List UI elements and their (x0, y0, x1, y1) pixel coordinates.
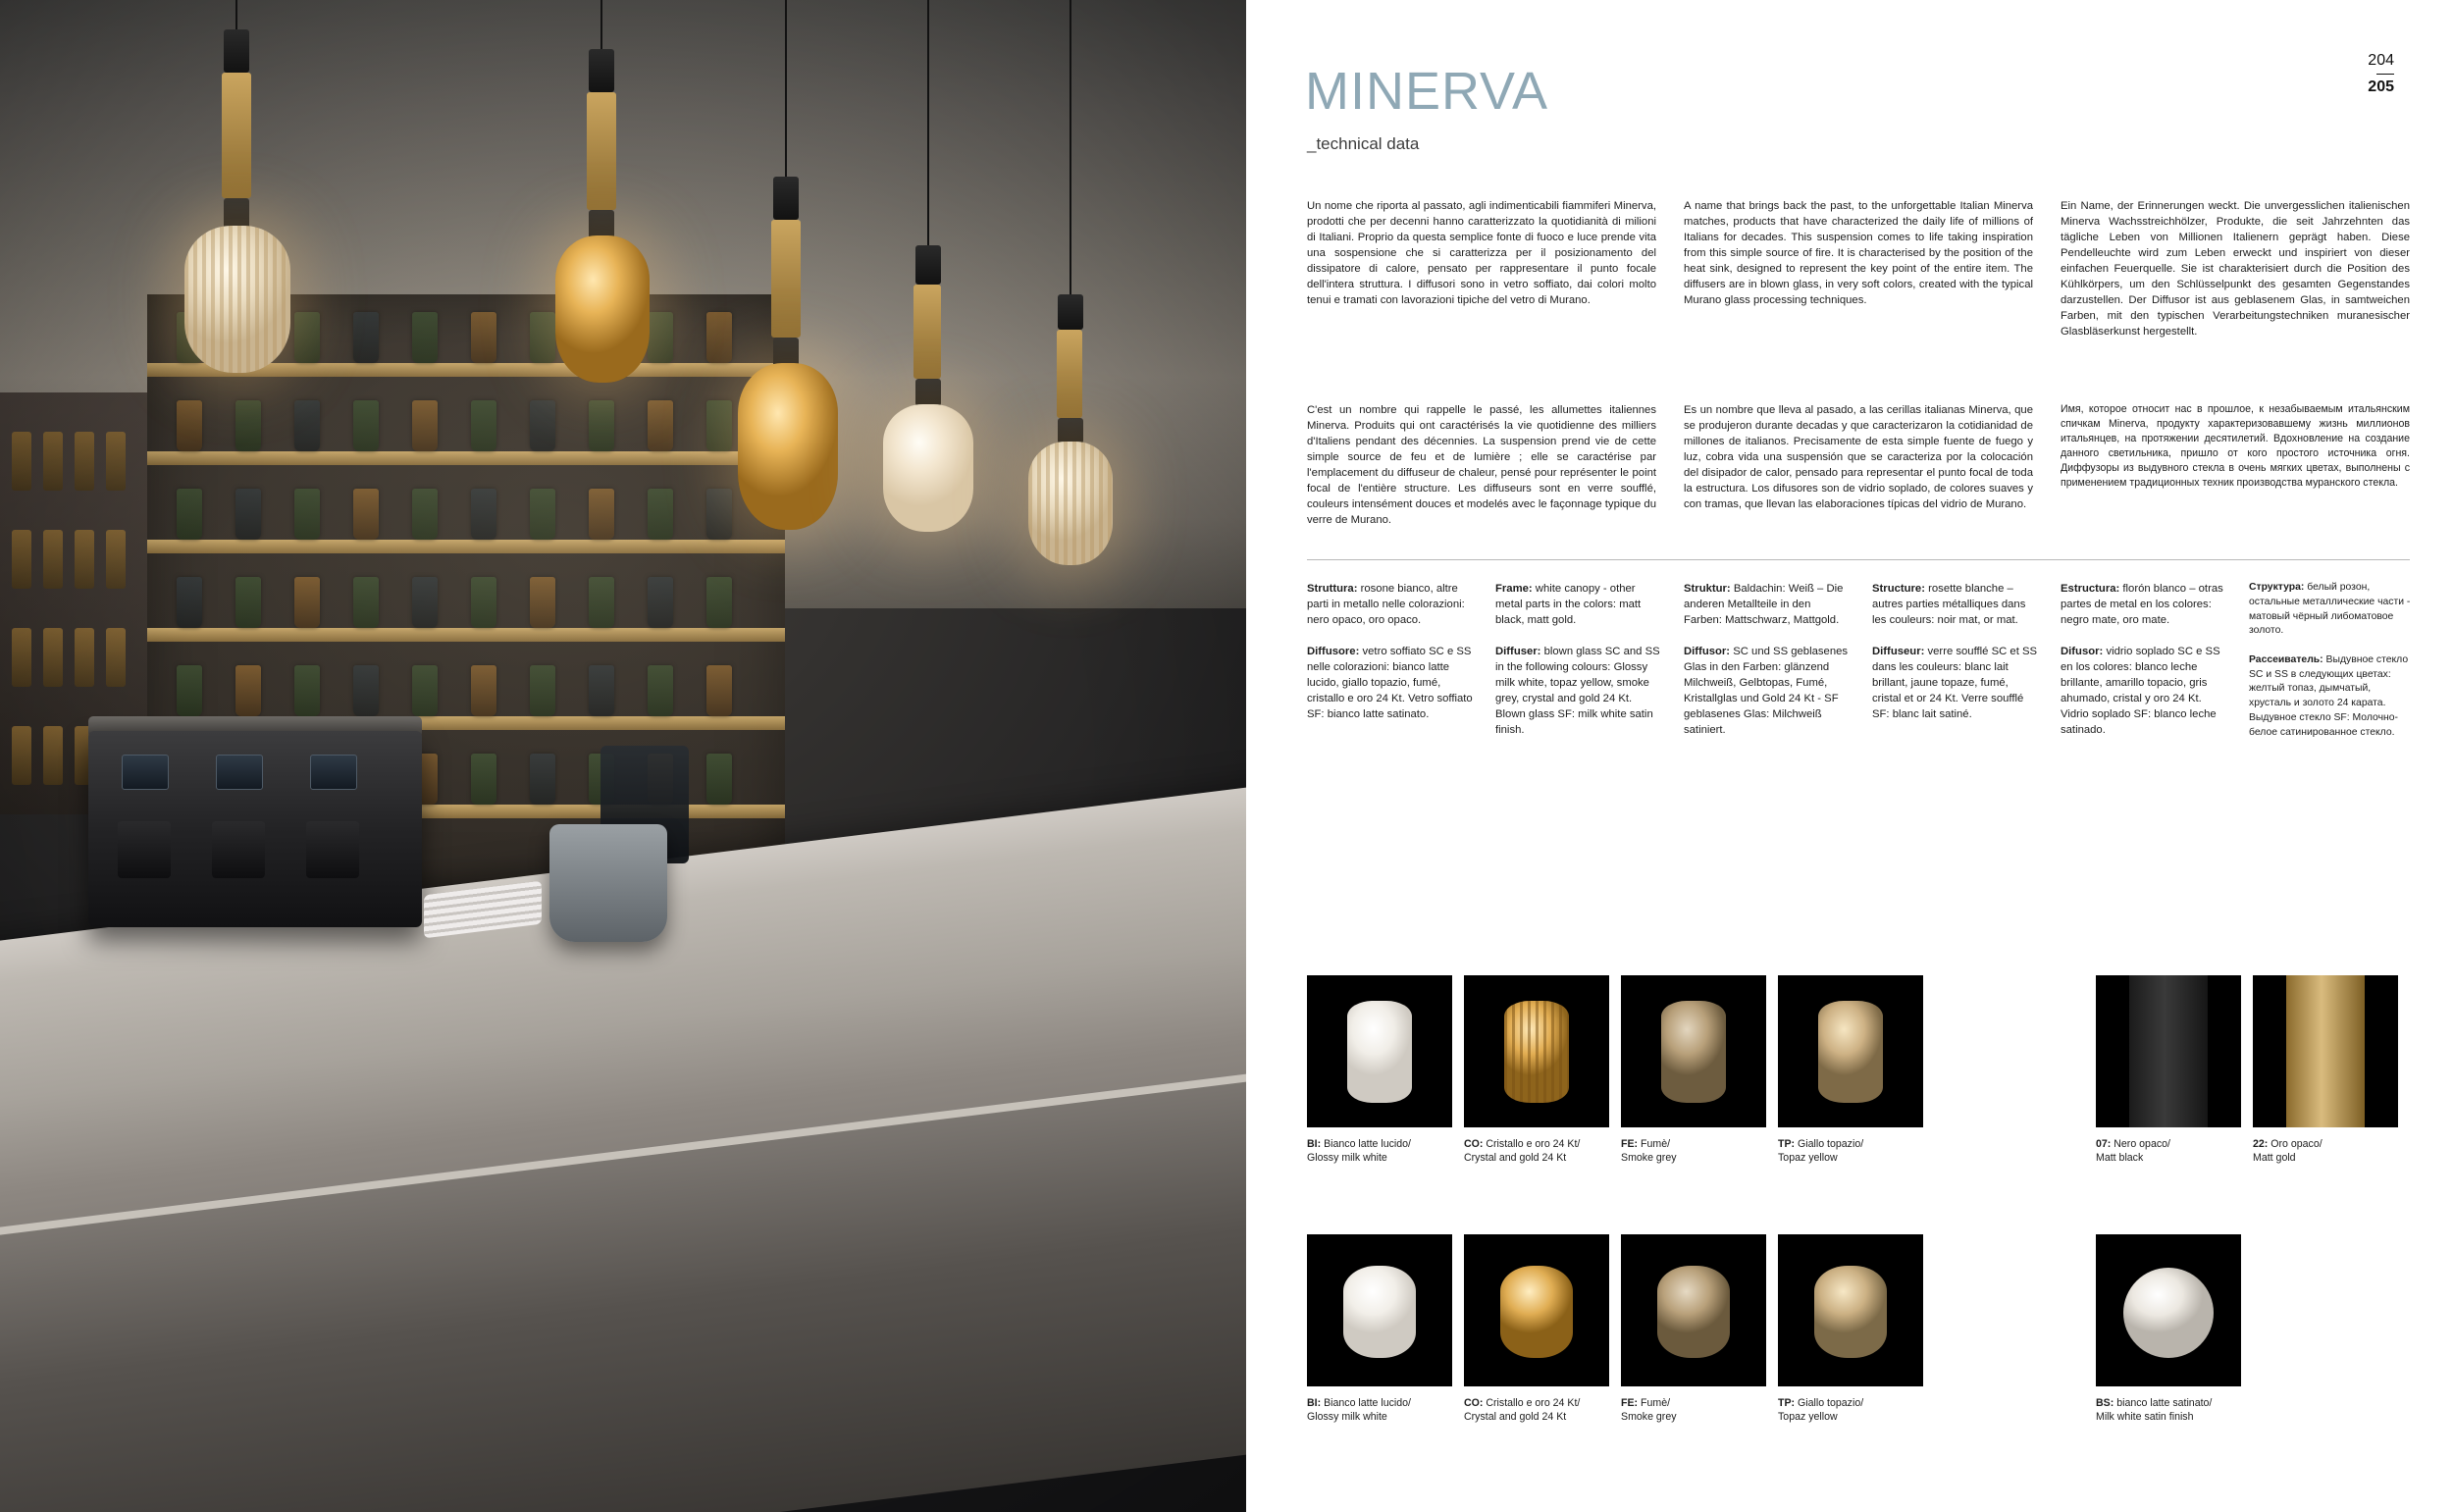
pendant-cord (927, 0, 929, 245)
swatch-code-fe-2: FE: (1621, 1397, 1639, 1409)
swatch-co-fluted (1464, 975, 1609, 1127)
swatch-label-07b: Matt black (2096, 1151, 2144, 1164)
pendant-cap (1058, 294, 1083, 330)
page-title: MINERVA (1305, 62, 1549, 121)
swatch-fe-barrel (1621, 1234, 1766, 1386)
swatch-co-barrel (1464, 1234, 1609, 1386)
diffuser-barrel-smoke-grey (1657, 1266, 1730, 1358)
pendant-cap (224, 29, 249, 73)
swatch-label-co-1b: Crystal and gold 24 Kt (1464, 1151, 1567, 1164)
spec-it-label-1: Struttura: (1307, 583, 1358, 595)
swatch-label-bsb: Milk white satin finish (2096, 1410, 2194, 1423)
swatch-bi-barrel (1307, 1234, 1452, 1386)
spec-es-label-2: Difusor: (2061, 646, 2104, 658)
description-ru: Имя, которое относит нас в прошлое, к незабываемым итальянским спичкам Minerva, продукту характеризовавшему жизнь миллионов итальянцев, на протяжении десятилетий. Вдохновление на создание данного светильника, пришло от кого простого источника огня. Диффузоры из выдувного стекла в очень мягких цветах, выполнены с применением традиционных техник производства муранского стекла. (2061, 403, 2410, 490)
swatch-tp-cylinder (1778, 975, 1923, 1127)
spec-en-label-1: Frame: (1495, 583, 1533, 595)
swatch-caption-co-2 (1464, 1397, 1621, 1425)
page-number (2368, 51, 2394, 97)
milk-pitcher (549, 824, 667, 942)
page-number-top: 204 (2368, 52, 2394, 69)
swatch-label-22b: Matt gold (2253, 1151, 2296, 1164)
pendant-heat-sink (1058, 418, 1083, 443)
swatch-label-tp-2a: Giallo topazio/ (1795, 1397, 1864, 1409)
spec-ru-label-2: Рассеиватель: (2249, 653, 2323, 665)
swatch-bs-ball (2096, 1234, 2241, 1386)
swatch-code-tp-1: TP: (1778, 1138, 1796, 1150)
pendant-diffuser (184, 226, 290, 373)
swatch-label-tp-2b: Topaz yellow (1778, 1410, 1838, 1423)
swatch-caption-fe-2 (1621, 1397, 1778, 1425)
spec-en-text-2: blown glass SC and SS in the following colours: Glossy milk white, topaz yellow, smoke grey, crystal and gold 24 Kt. Blown glass SF: milk white satin finish. (1495, 646, 1660, 737)
swatch-label-bi-2b: Glossy milk white (1307, 1410, 1387, 1423)
pendant-heat-sink (915, 379, 941, 406)
swatch-code-07: 07: (2096, 1138, 2112, 1150)
diffuser-barrel-milk-white (1343, 1266, 1416, 1358)
swatch-code-co-1: CO: (1464, 1138, 1484, 1150)
swatch-label-co-2a: Cristallo e oro 24 Kt/ (1483, 1397, 1581, 1409)
swatch-label-bi-1a: Bianco latte lucido/ (1321, 1138, 1411, 1150)
spec-it (1307, 581, 1474, 722)
pendant-brass-body (587, 92, 616, 210)
swatch-caption-22 (2253, 1138, 2410, 1166)
spec-ru-label-1: Структура: (2249, 582, 2305, 593)
spec-fr (1872, 581, 2039, 722)
pendant-cord (600, 0, 602, 49)
swatch-label-tp-1a: Giallo topazio/ (1795, 1138, 1864, 1150)
spec-de (1684, 581, 1851, 738)
diffuser-ball-satin-white (2123, 1268, 2214, 1358)
swatch-caption-bi-2 (1307, 1397, 1464, 1425)
spec-it-text-1: rosone bianco, altre parti in metallo nelle colorazioni: nero opaco, oro opaco. (1307, 583, 1465, 627)
diffuser-glass-smoke-grey (1661, 1001, 1726, 1103)
metal-finish-matt-gold (2286, 975, 2365, 1127)
page-number-divider (2376, 74, 2394, 75)
swatch-label-bi-1b: Glossy milk white (1307, 1151, 1387, 1164)
section-divider (1307, 559, 2410, 560)
diffuser-barrel-crystal-gold (1500, 1266, 1573, 1358)
spec-fr-label-1: Structure: (1872, 583, 1925, 595)
swatch-22-matt-gold (2253, 975, 2398, 1127)
swatch-label-fe-2b: Smoke grey (1621, 1410, 1677, 1423)
pendant-diffuser (1028, 442, 1113, 565)
swatch-07-matt-black (2096, 975, 2241, 1127)
spec-ru-text-1: белый розон, остальные металлические части - матовый чёрный либоматовое золото. (2249, 582, 2411, 637)
swatch-code-bs: BS: (2096, 1397, 2114, 1409)
diffuser-glass-milk-white (1347, 1001, 1412, 1103)
spec-de-text-1: Baldachin: Weiß – Die anderen Metallteile in den Farben: Mattschwarz, Mattgold. (1684, 583, 1844, 627)
swatch-code-co-2: CO: (1464, 1397, 1484, 1409)
description-en: A name that brings back the past, to the unforgettable Italian Minerva matches, products that have characterized the daily life of millions of Italians for decades. This suspension comes to life taking inspiration from this simple source of fire. It is characterised by the position of the heat sink, designed to represent the key point of the entire item. The diffusers are in blown glass, in very soft colors, created with the typical Murano glass processing techniques. (1684, 200, 2033, 307)
swatch-bi-cylinder (1307, 975, 1452, 1127)
swatch-label-bi-2a: Bianco latte lucido/ (1321, 1397, 1411, 1409)
pendant-brass-body (222, 73, 251, 198)
pendant-cord (785, 0, 787, 177)
spec-es (2061, 581, 2227, 738)
swatch-label-07a: Nero opaco/ (2111, 1138, 2170, 1150)
swatch-label-22a: Oro opaco/ (2268, 1138, 2323, 1150)
pendant-diffuser (883, 404, 973, 532)
swatch-fe-cylinder (1621, 975, 1766, 1127)
swatch-caption-tp-1 (1778, 1138, 1935, 1166)
pendant-cap (589, 49, 614, 92)
swatch-code-bi-1: BI: (1307, 1138, 1322, 1150)
pendant-brass-body (771, 220, 801, 338)
description-fr: C'est un nombre qui rappelle le passé, les allumettes italiennes Minerva. Produits qui ont caractérisés la vie quotidienne des milliers d'Italiens pendant des décennies. La suspension prend vie de cette simple source de feu et de lumière ; elle se caractérise par l'emplacement du diffuseur de chaleur, pensé pour représenter le point focal de l'entière structure. Les diffuseurs sont en verre soufflé, couleurs intensément douces et modelés avec le façonnage typique du verre de Murano. (1307, 404, 1656, 527)
swatch-code-tp-2: TP: (1778, 1397, 1796, 1409)
page-number-bottom: 205 (2368, 78, 2394, 95)
spec-es-label-1: Estructura: (2061, 583, 2120, 595)
spec-es-text-2: vidrio soplado SC e SS en los colores: blanco leche brillante, amarillo topacio, gris ahumado, cristal y oro 24 Kt. Vidrio soplado SF: blanco leche satinado. (2061, 646, 2220, 737)
pendant-cap (773, 177, 799, 220)
swatch-label-tp-1b: Topaz yellow (1778, 1151, 1838, 1164)
spec-it-label-2: Diffusore: (1307, 646, 1360, 658)
pendant-diffuser (555, 235, 650, 383)
description-it: Un nome che riporta al passato, agli indimenticabili fiammiferi Minerva, prodotti che per decenni hanno caratterizzato la quotidianità di milioni di Italiani. Proprio da questa semplice fonte di fuoco e luce prende vita una sospensione che si caratterizza per il posizionamento del dissipatore di calore, pensato per rappresentare il punto focale dell'intera struttura. I diffusori sono in vetro soffiato, dai colori molto tenui e tramati con lavorazioni tipiche del vetro di Murano. (1307, 200, 1656, 307)
page-subtitle: _technical data (1307, 134, 1420, 153)
diffuser-glass-topaz-yellow (1818, 1001, 1883, 1103)
spec-ru (2249, 581, 2416, 740)
spec-fr-text-2: verre soufflé SC et SS dans les couleurs: blanc lait brillant, jaune topaze, fumé, cristal et or 24 Kt. Verre soufflé SF: blanc lait satiné. (1872, 646, 2038, 721)
swatch-label-co-1a: Cristallo e oro 24 Kt/ (1483, 1138, 1581, 1150)
swatch-tp-barrel (1778, 1234, 1923, 1386)
pendant-cap (915, 245, 941, 285)
swatch-label-fe-2a: Fumè/ (1638, 1397, 1671, 1409)
spec-fr-text-1: rosette blanche – autres parties métalliques dans les couleurs: noir mat, or mat. (1872, 583, 2026, 627)
spec-de-label-1: Struktur: (1684, 583, 1731, 595)
pendant-brass-body (1057, 330, 1082, 418)
swatch-caption-bs (2096, 1397, 2253, 1425)
description-es: Es un nombre que lleva al pasado, a las cerillas italianas Minerva, que se produjeron durante decadas y que caracterizaron la cotidianidad de millones de italianos. Precisamente de esta simple fuente de fuego y luz, cobra vida una suspensión que se caracteriza por la colocación del disipador de calor, pensado para representar el punto focal de toda la estructura. Los difusores son de vidrio soplado, de colores suaves y con tramas, que llevan las elaboraciones típicas del vidrio de Murano. (1684, 404, 2033, 511)
description-de: Ein Name, der Erinnerungen weckt. Die unvergesslichen italienischen Minerva Wachsstreichhölzer, Produkte, die seit Jahrzehnten das tägliche Leben von Millionen Italienern geprägt haben. Diese Pendelleuchte wird zum Leben erweckt und inspiriert von dieser einfachen Feuerquelle. Sie ist charakterisiert durch die Position des Kühlkörpers, um den Schlüsselpunkt des gesamten Gegenstandes darzustellen. Der Diffusor ist aus geblasenem Glas, in samtweichen Farben, mit den typischen Verarbeitungstechniken muranesischer Glasbläserkunst hergestellt. (2061, 200, 2410, 339)
swatch-label-fe-1b: Smoke grey (1621, 1151, 1677, 1164)
diffuser-barrel-topaz-yellow (1814, 1266, 1887, 1358)
spec-en-label-2: Diffuser: (1495, 646, 1541, 658)
swatch-label-co-2b: Crystal and gold 24 Kt (1464, 1410, 1567, 1423)
pendant-cord (235, 0, 237, 29)
spec-de-text-2: SC und SS geblasenes Glas in den Farben: glänzend Milchweiß, Gelbtopas, Fumé, Kristallglas und Gold 24 Kt - SF geblasenes Glas: Milchweiß satiniert. (1684, 646, 1849, 737)
swatch-caption-fe-1 (1621, 1138, 1778, 1166)
spec-it-text-2: vetro soffiato SC e SS nelle colorazioni: bianco latte lucido, giallo topazio, fumé, cristallo e oro 24 Kt. Vetro soffiato SF: bianco latte satinato. (1307, 646, 1473, 721)
swatch-label-fe-1a: Fumè/ (1638, 1138, 1671, 1150)
swatch-code-fe-1: FE: (1621, 1138, 1639, 1150)
swatch-caption-tp-2 (1778, 1397, 1935, 1425)
pendant-brass-body (913, 285, 941, 379)
spec-de-label-2: Diffusor: (1684, 646, 1731, 658)
swatch-code-bi-2: BI: (1307, 1397, 1322, 1409)
swatch-label-bsa: bianco latte satinato/ (2114, 1397, 2213, 1409)
spec-en-text-1: white canopy - other metal parts in the colors: matt black, matt gold. (1495, 583, 1642, 627)
swatch-caption-bi-1 (1307, 1138, 1464, 1166)
spec-en (1495, 581, 1662, 738)
swatch-caption-07 (2096, 1138, 2253, 1166)
spec-ru-text-2: Выдувное стекло SC и SS в следующих цветах: желтый топаз, дымчатый, хрусталь и золото 24 карата. Выдувное стекло SF: Молочно-белое сатинированное стекло. (2249, 653, 2409, 738)
swatch-code-22: 22: (2253, 1138, 2269, 1150)
diffuser-glass-crystal-gold (1504, 1001, 1569, 1103)
espresso-machine (88, 731, 422, 927)
pendant-cord (1070, 0, 1071, 294)
metal-finish-matt-black (2129, 975, 2208, 1127)
spec-es-text-1: florón blanco – otras partes de metal en los colores: negro mate, oro mate. (2061, 583, 2223, 627)
spec-fr-label-2: Diffuseur: (1872, 646, 1925, 658)
pendant-diffuser (738, 363, 838, 530)
swatch-caption-co-1 (1464, 1138, 1621, 1166)
